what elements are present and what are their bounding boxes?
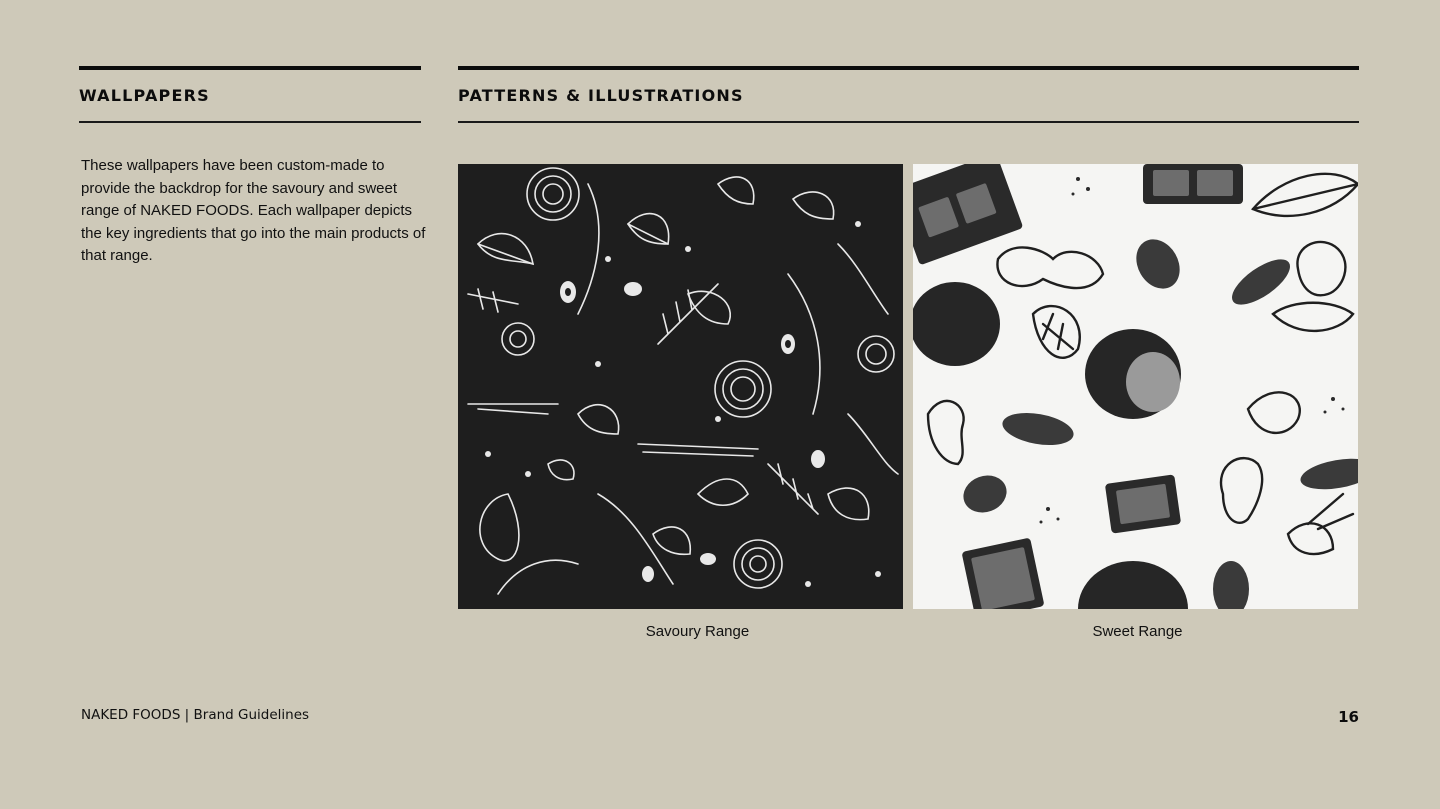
wallpapers-bottom-rule	[79, 121, 421, 123]
savoury-pattern-illustration	[458, 164, 903, 609]
sweet-caption: Sweet Range	[1092, 623, 1183, 640]
patterns-heading: PATTERNS & ILLUSTRATIONS	[458, 86, 744, 105]
patterns-bottom-rule	[458, 121, 1359, 123]
sweet-pattern-illustration	[913, 164, 1358, 609]
savoury-caption: Savoury Range	[645, 623, 750, 640]
wallpapers-top-rule	[79, 66, 421, 70]
patterns-top-rule	[458, 66, 1359, 70]
wallpapers-description: These wallpapers have been custom-made to provide the backdrop for the savoury and sweet range of NAKED FOODS. Each wallpaper depicts the key ingredients that go into the main products of that range.	[81, 157, 426, 264]
page-number: 16	[1338, 708, 1359, 726]
footer-brand: NAKED FOODS | Brand Guidelines	[81, 707, 310, 723]
sweet-wallpaper	[913, 164, 1358, 609]
wallpapers-heading: WALLPAPERS	[79, 86, 210, 105]
savoury-wallpaper	[458, 164, 903, 609]
